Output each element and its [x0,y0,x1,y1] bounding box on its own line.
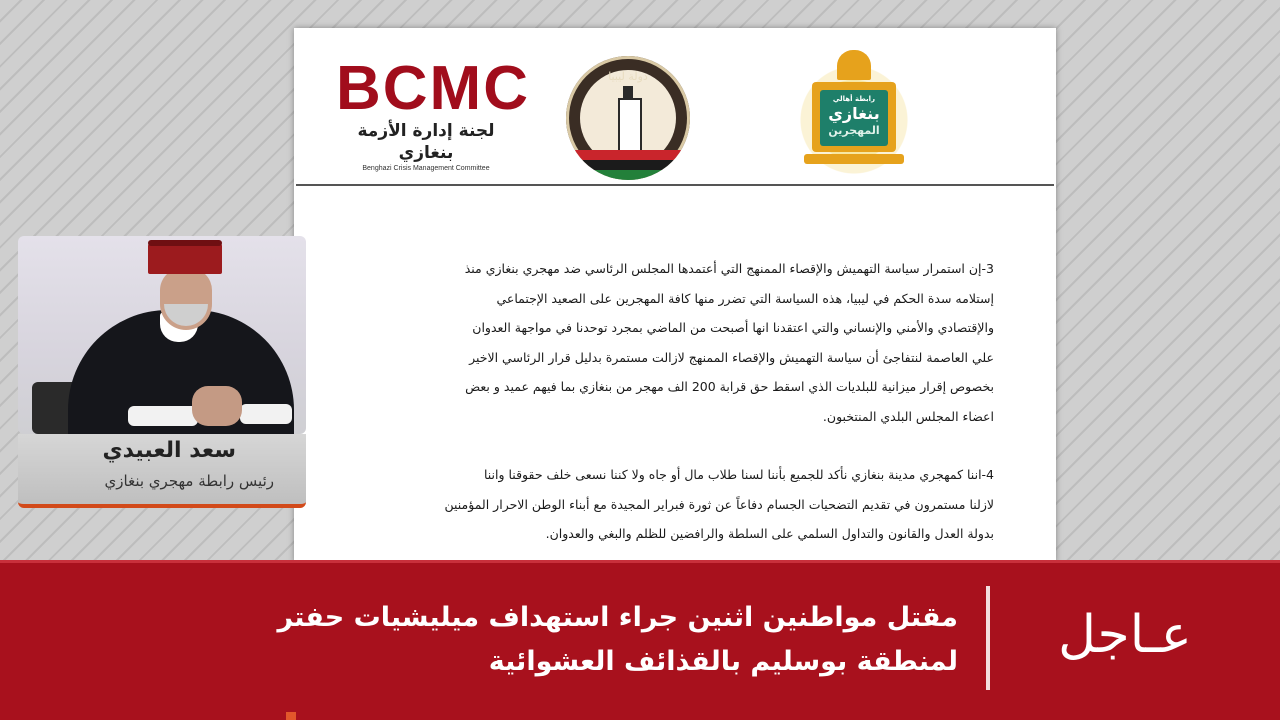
paragraph-line: لازلنا مستمرون في تقديم التضحيات الجسام دفاعاً عن ثورة فبراير المجيدة مع أبناء الوطن الاحرار المؤمنين [444,496,994,512]
speaker-hands [192,386,242,426]
paragraph-line: 3-إن استمرار سياسة التهميش والإقصاء الممنهج التي أعتمدها المجلس الرئاسي ضد مهجري بنغازي منذ [464,261,994,276]
league-subtitle: المهجرين [828,124,880,137]
speaker-lower-third [18,434,306,508]
logo-sign [820,90,888,146]
libya-state-emblem [566,56,690,180]
dome-icon [837,50,871,80]
paragraph-line: بدولة العدل والقانون والتداول السلمي على السلطة والرافضين للظلم والبغي والعدوان. [545,526,994,541]
paragraph-3 [358,254,994,431]
speaker-sleeve-left [128,406,198,426]
bcmc-logo [336,54,530,174]
bcmc-logo-abbr: BCMC [336,54,530,123]
paragraph-line: بخصوص إقرار ميزانية للبلديات الذي اسقط حق قرابة 200 الف مهجر من بنغازي بما فيهم عميد و بعض [465,379,994,394]
speaker-cap-top [148,240,222,246]
paragraph-line: اعضاء المجلس البلدي المنتخبون. [822,408,994,424]
headline-line: مقتل مواطنين اثنين جراء استهداف ميليشيات حفتر [277,602,958,633]
breaking-headline [98,596,958,684]
banner-divider [986,586,990,690]
bcmc-logo-arabic: لجنة إدارة الأزمة بنغازي [357,121,495,163]
header-divider [296,184,1054,186]
clock-tower-icon [618,98,642,154]
headline-line: لمنطقة بوسليم بالقذائف العشوائية [488,646,958,677]
speaker-cap [148,242,222,274]
paragraph-line: والإقتصادي والأمني والإنساني والتي اعتقدنا انها أصبحت من الماضي بمجرد توحدنا في مواجهة العدوان [472,320,994,335]
benghazi-immigrants-league-logo [789,50,919,180]
paragraph-4 [358,460,994,549]
breaking-news-banner [0,560,1280,720]
speaker-video-window [18,236,306,434]
logo-base [804,154,904,164]
libya-flag-icon [566,150,690,180]
ticker-marker [286,712,296,720]
paragraph-line: 4-اننا كمهجري مدينة بنغازي نأكد للجميع بأننا لسنا طلاب مال أو جاه ولا كننا نسعى خلف حقوقنا واننا [483,467,994,482]
league-city: بنغازي [828,104,880,123]
speaker-sleeve-right [240,404,292,424]
bcmc-logo-english: Benghazi Crisis Management Committee [362,165,490,172]
document-letterhead [294,28,1056,186]
speaker-title: رئيس رابطة مهجري بنغازي [104,472,274,490]
paragraph-line: علي العاصمة لنتفاجئ أن سياسة التهميش والإقصاء الممنهج لازالت مستمرة بدليل قرار الرئاسي الاخير [469,349,994,365]
emblem-text: دولة ليبيا [608,70,648,83]
breaking-label: عـاجل [1058,605,1192,665]
statement-document [294,28,1056,563]
speaker-name: سعد العبيدي [102,438,236,463]
paragraph-line: إستلامه سدة الحكم في ليبيا، هذه السياسة التي تضرر منها كافة المهجرين على الصعيد الإجتماعي [496,290,994,306]
league-small-text: رابطة أهالي [832,95,876,103]
